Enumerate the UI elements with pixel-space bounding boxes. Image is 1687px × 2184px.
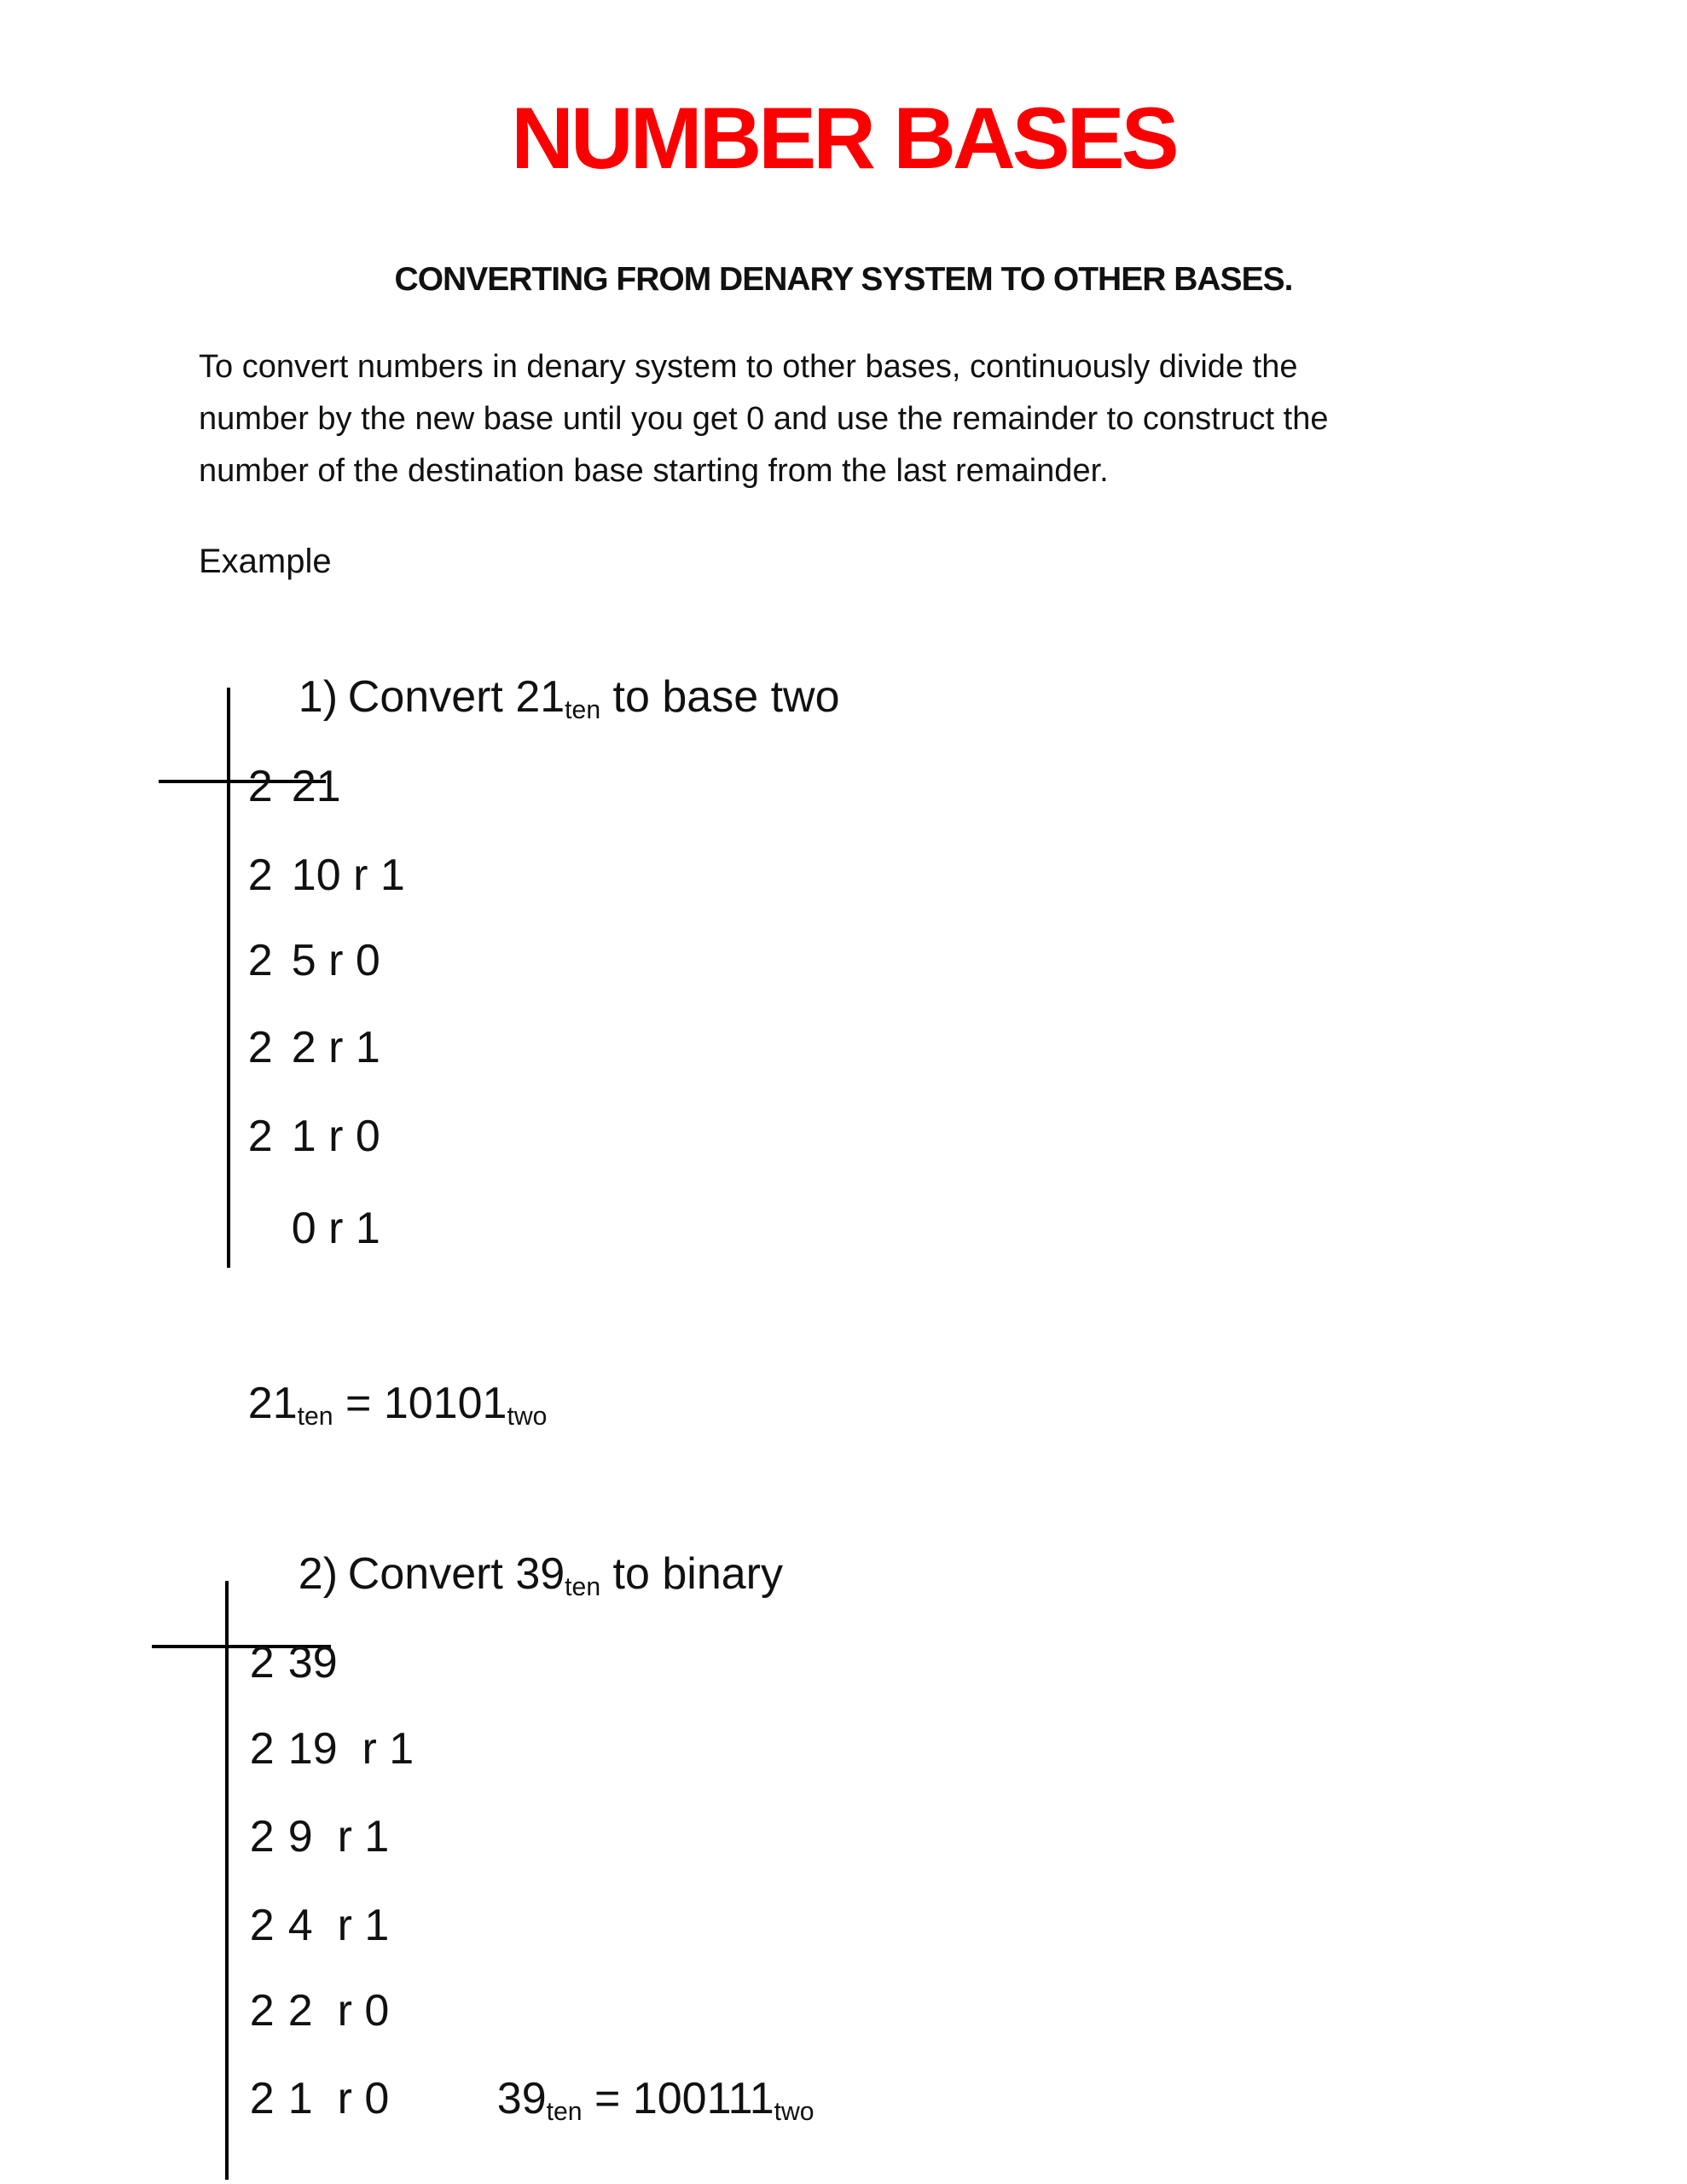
result-denary-base-subscript: ten: [546, 2098, 583, 2127]
result-denary-number: 39: [496, 2074, 547, 2123]
example-label: Example: [199, 543, 332, 580]
result-binary-base-subscript: two: [507, 1403, 548, 1432]
row-divisor: 2: [249, 1724, 275, 1774]
result-denary-number: 21: [247, 1379, 298, 1428]
row-divisor: 2: [247, 1023, 273, 1072]
intro-line-1: To convert numbers in denary system to other bases, continuously divide the: [199, 349, 1298, 385]
problem-1-text-tail: to base two: [600, 672, 840, 722]
row-quotient-remainder: 5 r 0: [291, 936, 380, 985]
row-quotient-remainder: 0 r 1: [291, 1204, 380, 1253]
row-divisor: 2: [249, 1812, 275, 1862]
row-quotient-remainder: 21: [291, 762, 341, 811]
row-divisor: 2: [249, 2074, 275, 2123]
row-divisor: 2: [247, 1112, 273, 1161]
equals-sign: =: [582, 2074, 633, 2123]
result-binary-number: 10101: [383, 1379, 507, 1428]
problem-2-text-tail: to binary: [600, 1549, 783, 1599]
row-divisor: 2: [249, 1986, 275, 2036]
row-divisor: 2: [247, 936, 273, 985]
row-quotient-remainder: 9 r 1: [287, 1812, 390, 1862]
division-row: [199, 1152, 380, 1305]
row-quotient-remainder: 2 r 1: [291, 1023, 380, 1072]
problem-1-base-subscript: ten: [565, 696, 601, 725]
result-binary-number: 100111: [632, 2074, 774, 2123]
problem-2-result: [448, 2022, 815, 2182]
row-divisor: 2: [247, 762, 273, 811]
row-quotient-remainder: 1 r 0: [287, 2074, 390, 2123]
intro-line-3: number of the destination base starting from the last remainder.: [199, 453, 1109, 489]
division-row: [200, 2022, 389, 2175]
row-divisor: 2: [249, 1638, 275, 1687]
row-divisor: 2: [249, 1901, 275, 1950]
row-quotient-remainder: 39: [287, 1638, 338, 1687]
problem-1-result: [199, 1327, 547, 1487]
problem-1-text: Convert 21: [347, 672, 565, 722]
problem-2-base-subscript: ten: [565, 1573, 601, 1602]
result-denary-base-subscript: ten: [297, 1403, 333, 1432]
problem-1-number: 1): [298, 672, 339, 722]
row-divisor: 2: [247, 851, 273, 900]
row-quotient-remainder: 19 r 1: [287, 1724, 415, 1774]
problem-2-number: 2): [298, 1549, 339, 1599]
row-quotient-remainder: 10 r 1: [291, 851, 405, 900]
equals-sign: =: [333, 1379, 384, 1428]
problem-2-text: Convert 39: [347, 1549, 565, 1599]
section-subtitle: CONVERTING FROM DENARY SYSTEM TO OTHER BASES.: [394, 261, 1293, 298]
row-quotient-remainder: 1 r 0: [291, 1112, 380, 1161]
page-title: NUMBER BASES: [511, 90, 1176, 187]
intro-line-2: number by the new base until you get 0 and use the remainder to construct the: [199, 401, 1329, 437]
result-binary-base-subscript: two: [774, 2098, 815, 2127]
row-quotient-remainder: 2 r 0: [287, 1986, 390, 2036]
row-quotient-remainder: 4 r 1: [287, 1901, 390, 1950]
